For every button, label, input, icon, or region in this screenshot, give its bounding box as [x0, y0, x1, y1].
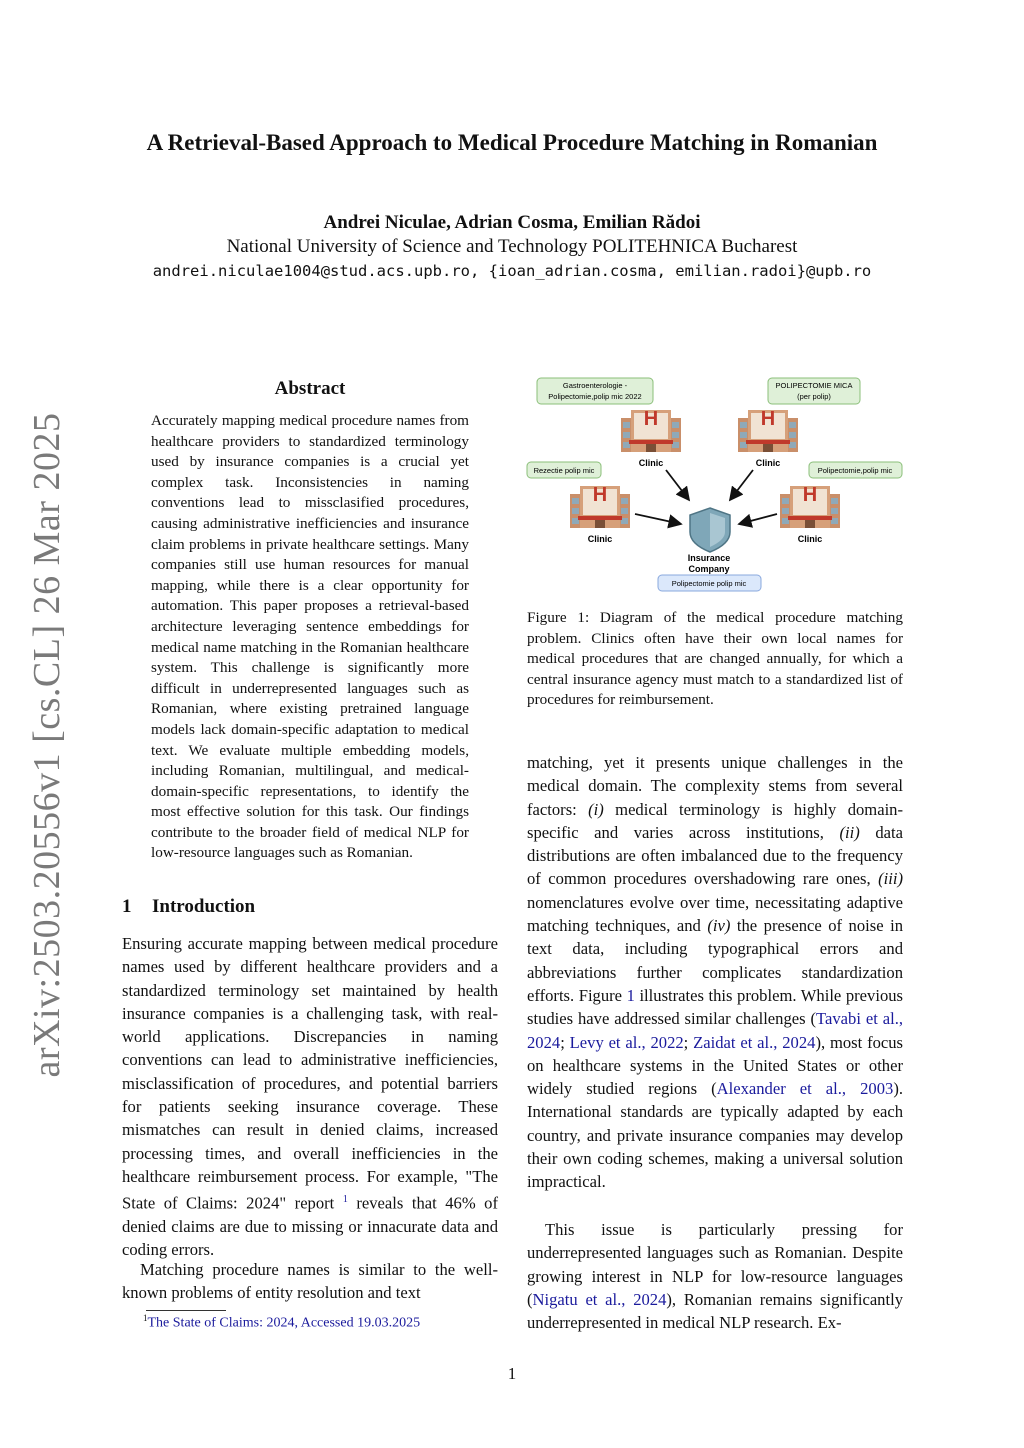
arrow-top-right [730, 470, 753, 500]
footnote[interactable] [143, 1313, 420, 1332]
text: This issue is particularly pressing for underrepresented languages such as Romanian. Despite growing interest in NLP for low-resource languages ( [527, 1220, 903, 1309]
figure-reference-link[interactable]: 1 [626, 985, 635, 1005]
citation-link[interactable]: Tavabi et al., 2024 [527, 1009, 903, 1052]
abstract-heading: Abstract [274, 378, 346, 399]
hospital-letter: H [592, 484, 608, 506]
label-mid-left [527, 462, 601, 478]
citation-link[interactable]: Alexander et al., 2003 [716, 1079, 894, 1099]
label-top-left-line1: Gastroenterologie - [562, 381, 628, 390]
label-top-right-line1: POLIPECTOMIE MICA [775, 381, 853, 390]
enum-iv: (iv) [707, 916, 731, 936]
section-title: Introduction [152, 896, 256, 917]
label-top-left [537, 378, 653, 404]
clinic-top-left [621, 408, 681, 468]
affiliation: National University of Science and Technology POLITEHNICA Bucharest [226, 236, 798, 257]
intro-paragraph-1 [122, 932, 498, 1262]
insurance-company [688, 508, 731, 574]
intro-p1-text-after: reveals that 46% of denied claims are due to missing or innacurate data and coding errors. [122, 1193, 499, 1260]
label-top-right-line2: (per polip) [797, 392, 831, 401]
text: the presence of noise in text data, including typographical errors and abbreviations further complicates standardization efforts. Figure [527, 916, 904, 1005]
clinic-label: Clinic [638, 458, 664, 468]
label-mid-right-text: Polipectomie,polip mic [817, 466, 893, 475]
right-column-paragraph-1 [527, 751, 903, 1194]
intro-paragraph-2: Matching procedure names is similar to the well-known problems of entity resolution and text [122, 1260, 498, 1303]
clinic-mid-left [570, 484, 630, 544]
hospital-letter: H [802, 484, 818, 506]
enum-i: (i) [588, 799, 604, 819]
insurance-label-line2: Company [688, 564, 730, 574]
arrow-mid-left [635, 514, 681, 524]
separator: ; [560, 1032, 570, 1052]
section-heading-introduction [122, 896, 255, 918]
text: medical terminology is highly domain-specific and varies across institutions, [527, 799, 904, 842]
paper-title: A Retrieval-Based Approach to Medical Procedure Matching in Romanian [146, 130, 878, 155]
footnote-divider [146, 1310, 226, 1311]
footnote-marker: 1 [143, 1313, 148, 1323]
section-number: 1 [122, 896, 132, 917]
figure-1-diagram [525, 372, 905, 597]
label-top-left-line2: Polipectomie,polip mic 2022 [548, 392, 642, 401]
clinic-mid-right [780, 484, 840, 544]
arrow-mid-right [739, 514, 777, 524]
separator: ; [683, 1032, 694, 1052]
text: ). International standards are typically adapted by each country, and private insurance companies may develop their own coding schemes, making a universal solution impractical. [527, 1079, 903, 1192]
clinic-label: Clinic [755, 458, 781, 468]
hospital-letter: H [760, 408, 776, 430]
text: illustrates this problem. While previous studies have addressed similar challenges ( [527, 985, 903, 1029]
label-top-right [768, 378, 860, 404]
arxiv-identifier-stamp: arXiv:2503.20556v1 [cs.CL] 26 Mar 2025 [26, 412, 68, 1078]
text: nomenclatures evolve over time, necessitating adaptive matching techniques, and [527, 892, 903, 936]
clinic-label: Clinic [587, 534, 613, 544]
label-mid-right [809, 462, 902, 478]
footnote-link[interactable]: 1 [342, 1194, 348, 1206]
clinic-label: Clinic [797, 534, 823, 544]
arrow-top-left [666, 470, 689, 500]
right-column-paragraph-2 [527, 1218, 903, 1334]
enum-iii: (iii) [878, 869, 903, 889]
text: ), Romanian remains significantly underrepresented in medical NLP research. Ex- [527, 1289, 904, 1333]
citation-link[interactable]: Levy et al., 2022 [569, 1032, 684, 1052]
author-emails: andrei.niculae1004@stud.acs.upb.ro, {ioan_adrian.cosma, emilian.radoi}@upb.ro [152, 262, 872, 280]
citation-link[interactable]: Nigatu et al., 2024 [532, 1289, 667, 1309]
abstract-body: Accurately mapping medical procedure names from healthcare providers to standardized terminology used by insurance companies is a crucial yet complex task. Inconsistencies in naming conventions lead to missclasified procedures, causing administrative inefficiencies and insurance claim problems in private healthcare settings. Many companies still use human resources for manual mapping, while there is a clear opportunity for automation. This paper proposes a retrieval-based architecture leveraging sentence embeddings for medical name matching in the Romanian healthcare system. This challenge is significantly more difficult in underrepresented languages such as Romanian, where existing pretrained language models lack domain-specific adaptation to medical text. We evaluate multiple embedding models, including Romanian, multilingual, and medical-domain-specific representations, to identify the most effective solution for this task. Our findings contribute to the broader field of medical NLP for low-resource languages such as Romanian. [151, 412, 469, 862]
text: matching, yet it presents unique challenges in the medical domain. The complexity stems from several factors: [527, 753, 903, 819]
label-bottom-text: Polipectomie polip mic [671, 579, 747, 588]
intro-p1-text: Ensuring accurate mapping between medical procedure names used by different healthcare providers and a standardized terminology set maintained by health insurance companies is a challenging task, with real-world applications. Discrepancies in naming conventions can lead to administrative inefficiencies, misclassification of procedures, and potential barriers for patients seeking insurance coverage. These mismatches can result in denied claims, increased processing times, and overall inefficiencies in the healthcare reimbursement process. For example, "The State of Claims: 2024" report [122, 934, 498, 1213]
text: data distributions are often imbalanced due to the frequency of common procedures overshadowing rare ones, [527, 822, 903, 889]
footnote-text: The State of Claims: 2024, Accessed 19.03.2025 [147, 1315, 421, 1331]
citation-link[interactable]: Zaidat et al., 2024 [693, 1032, 816, 1052]
page-number: 1 [507, 1364, 517, 1383]
author-list: Andrei Niculae, Adrian Cosma, Emilian Rădoi [323, 212, 701, 233]
label-mid-left-text: Rezectie polip mic [533, 466, 595, 475]
enum-ii: (ii) [839, 822, 860, 842]
insurance-label-line1: Insurance [687, 553, 731, 563]
text: ), most focus on healthcare systems in the United States or other widely studied regions ( [527, 1032, 904, 1099]
hospital-letter: H [643, 408, 659, 430]
label-bottom [658, 575, 761, 591]
figure-1-caption: Figure 1: Diagram of the medical procedure matching problem. Clinics often have their own local names for medical procedures that are changed annually, for which a central insurance agency must match to a standardized list of procedures for reimbursement. [527, 609, 903, 709]
clinic-top-right [738, 408, 798, 468]
